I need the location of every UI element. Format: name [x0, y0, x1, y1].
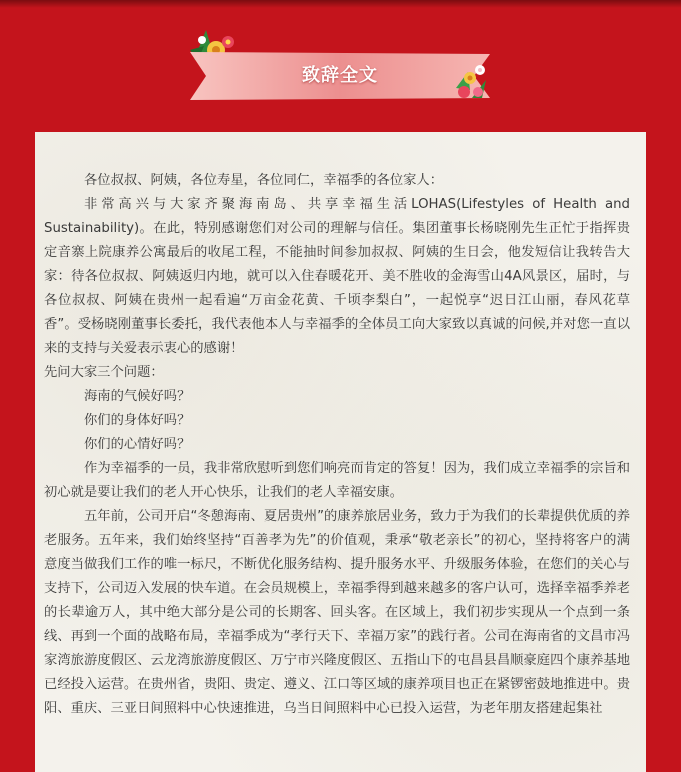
speech-text	[44, 169, 630, 721]
paragraph-history: 五年前，公司开启“冬憩海南、夏居贵州”的康养旅居业务，致力于为我们的长辈提供优质的养老服务。五年来，我们始终坚持“百善孝为先”的价值观，秉承“敬老亲长”的初心，坚持将客户的满意度当做我们工作的唯一标尺，不断优化服务结构、提升服务水平、升级服务体验，在您们的关心与支持下，公司迈入发展的快车道。在会员规模上，幸福季得到越来越多的客户认可，选择幸福季养老的长辈逾万人，其中绝大部分是公司的长期客、回头客。在区域上，我们初步实现从一个点到一条线、再到一个面的战略布局，幸福季成为“孝行天下、幸福万家”的践行者。公司在海南省的文昌市冯家湾旅游度假区、云龙湾旅游度假区、万宁市兴隆度假区、五指山下的屯昌县昌顺豪庭四个康养基地已经投入运营。在贵州省，贵阳、贵定、遵义、江口等区域的康养项目也正在紧锣密鼓地推进中。贵阳、重庆、三亚日间照料中心快速推进，乌当日间照料中心已投入运营，为老年朋友搭建起集社	[44, 509, 630, 716]
top-shadow	[0, 0, 681, 8]
question-3: 你们的心情好吗？	[84, 437, 191, 452]
paragraph-answer: 作为幸福季的一员，我非常欣慰听到您们响亮而肯定的答复！因为，我们成立幸福季的宗旨和初心就是要让我们的老人开心快乐，让我们的老人幸福安康。	[44, 461, 630, 500]
question-1: 海南的气候好吗？	[84, 389, 191, 404]
banner-title: 致辞全文	[302, 65, 378, 86]
greeting: 各位叔叔、阿姨，各位寿星，各位同仁，幸福季的各位家人：	[84, 173, 444, 188]
paragraph-intro: 非常高兴与大家齐聚海南岛、共享幸福生活LOHAS(Lifestyles of Health and Sustainability)。在此，特别感谢您们对公司的理解与信任。集团董事长杨晓刚先生正忙于指挥贵定音寨上院康养公寓最后的收尾工程，不能抽时间参加叔叔、阿姨的生日会，他发短信让我转告大家：待各位叔叔、阿姨返归内地，就可以入住春暖花开、美不胜收的金海雪山4A风景区，届时，与各位叔叔、阿姨在贵州一起看遍“万亩金花黄、千顷李梨白”，一起悦享“迟日江山丽，春风花草香”。受杨晓刚董事长委托，我代表他本人与幸福季的全体员工向大家致以真诚的问候,并对您一直以来的支持与关爱表示衷心的感谢！	[44, 197, 630, 356]
question-intro: 先问大家三个问题：	[44, 365, 164, 380]
question-2: 你们的身体好吗？	[84, 413, 191, 428]
title-banner	[190, 52, 490, 100]
flower-bouquet-icon	[452, 58, 492, 108]
